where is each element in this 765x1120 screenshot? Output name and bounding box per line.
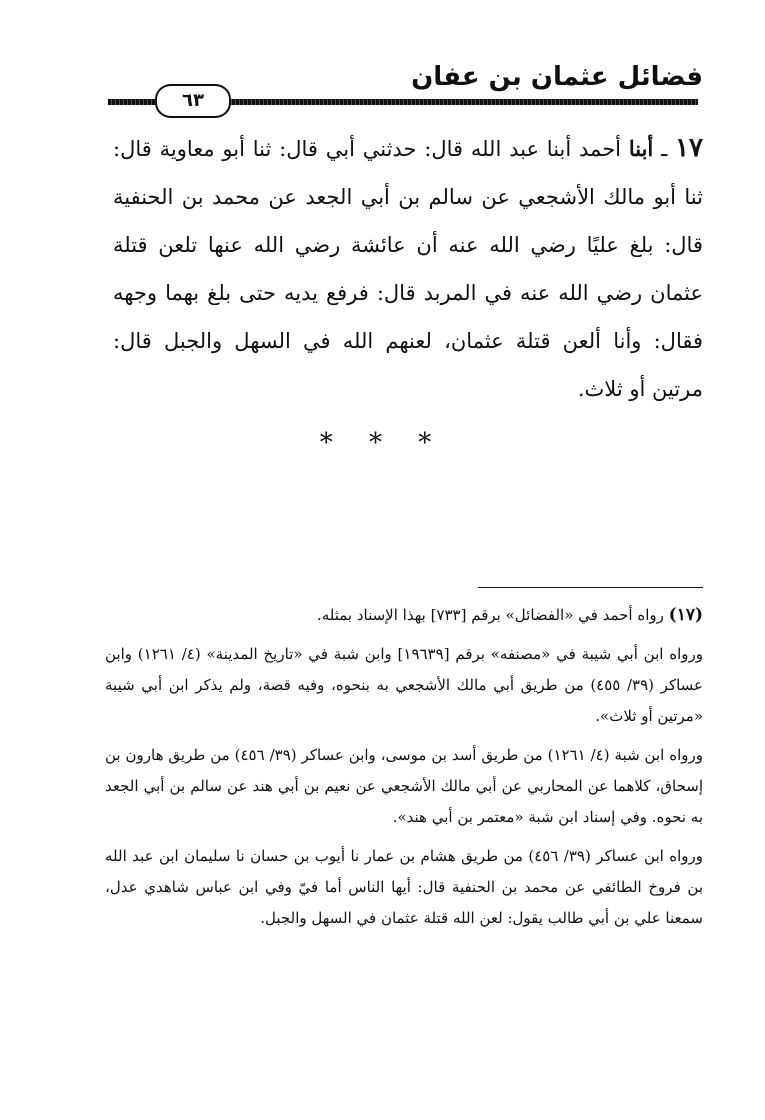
- footnote-paragraph: ورواه ابن شبة (٤/ ١٢٦١) من طريق أسد بن موسى، وابن عساكر (٣٩/ ٤٥٦) من طريق هارون بن إسحاق، كلاهما عن المحاربي عن أبي مالك الأشجعي عن نعيم بن أبي هند عن سالم بن أبي الجعد به نحوه. وفي إسناد ابن شبة «معتمر بن أبي هند».: [105, 746, 703, 826]
- hadith-body: أحمد أبنا عبد الله قال: حدثني أبي قال: ثنا أبو معاوية قال: ثنا أبو مالك الأشجعي عن سالم بن أبي الجعد عن محمد بن الحنفية قال: بلغ عليًا رضي الله عنه أن عائشة رضي الله عنها تلعن قتلة عثمان رضي الله عنه في المربد قال: فرفع يديه حتى بلغ بهما وجهه فقال: وأنا ألعن قتلة عثمان، لعنهم الله في السهل والجبل قال: مرتين أو ثلاث.: [113, 137, 703, 401]
- footnote-text: رواه أحمد في «الفضائل» برقم [٧٣٣] بهذا الإسناد بمثله.: [316, 606, 669, 624]
- hadith-lead-word: أبنا: [628, 136, 654, 161]
- hadith-text: [113, 124, 703, 413]
- page-number: ٦٣: [155, 84, 231, 118]
- footnotes: [105, 600, 703, 942]
- running-header-title: فضائل عثمان بن عفان: [411, 62, 703, 92]
- footnote-paragraph: ورواه ابن عساكر (٣٩/ ٤٥٦) من طريق هشام بن عمار نا أيوب بن حسان نا سليمان ابن عبد الله بن فروخ الطائفي عن محمد بن الحنفية قال: أيها الناس أما فيّ وفي ابن عباس شاهدي عدل، سمعنا علي بن أبي طالب يقول: لعن الله قتلة عثمان في السهل والجبل.: [105, 847, 703, 927]
- hadith-number: ١٧: [675, 133, 703, 163]
- section-separator: * * *: [319, 428, 446, 458]
- hadith-dash: ـ: [653, 137, 676, 161]
- footnote-rule: [478, 587, 703, 588]
- footnote-number: (١٧): [668, 605, 703, 625]
- footnote-paragraph: ورواه ابن أبي شيبة في «مصنفه» برقم [١٩٦٣٩] وابن شبة في «تاريخ المدينة» (٤/ ١٢٦١) وابن عساكر (٣٩/ ٤٥٥) من طريق أبي مالك الأشجعي به بنحوه، وفيه قصة، ولم يذكر ابن أبي شيبة «مرتين أو ثلاث».: [105, 645, 704, 725]
- footnote-paragraph: [105, 600, 703, 631]
